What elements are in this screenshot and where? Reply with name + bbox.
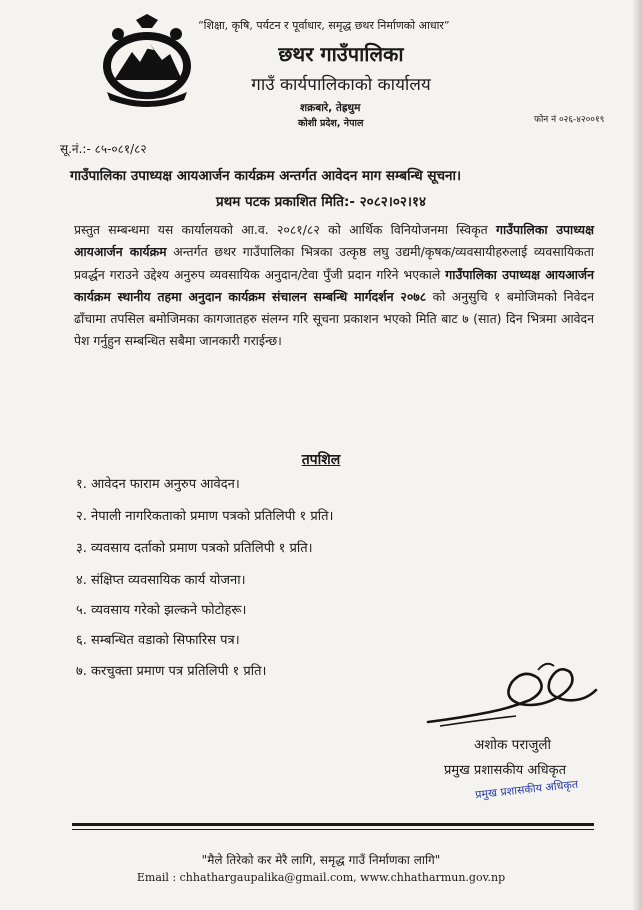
location-line-1: शक्रबारे, तेह्रथुम <box>300 102 361 114</box>
footer-contact: Email : chhathargaupalika@gmail.com, www.chhatharmun.gov.np <box>136 871 506 884</box>
signatory-name: अशोक पराजुली <box>474 737 552 753</box>
body-bold-1: गाउँपालिका उपाध्यक्ष आयआर्जन कार्यक्रम <box>74 222 594 260</box>
notice-body <box>74 219 594 353</box>
office-name: गाउँ कार्यपालिकाको कार्यालय <box>251 75 431 95</box>
footer-divider-thin <box>72 829 594 830</box>
scan-edge-shadow <box>632 0 642 910</box>
notice-subject: गाउँपालिका उपाध्यक्ष आयआर्जन कार्यक्रम अन्तर्गत आवेदन माग सम्बन्धि सूचना। <box>70 168 462 184</box>
letterhead-motto: “शिक्षा, कृषि, पर्यटन र पूर्वाधार, समृद्ध छथर निर्माणको आधार” <box>198 19 450 32</box>
list-item: २. नेपाली नागरिकताको प्रमाण पत्रको प्रतिलिपी १ प्रति। <box>76 509 334 524</box>
published-date: प्रथम पटक प्रकाशित मिति:- २०८२।०२।१४ <box>215 194 427 210</box>
body-text-2: अन्तर्गत छथर गाउँपालिका भित्रका उत्कृष्ठ लघु उद्यमी/कृषक/व्यवसायीहरुलाई व्यवसायिकता प्रवर्द्धन गराउने उद्देश्य अनुरुप व्यवसायिक अनुदान/टेवा पुँजी प्रदान गरिने भएकाले <box>74 244 594 282</box>
tapashil-heading: तपशिल <box>301 452 341 468</box>
signatory-designation: प्रमुख प्रशासकीय अधिकृत <box>444 763 567 778</box>
body-bold-2: गाउँपालिका उपाध्यक्ष आयआर्जन कार्यक्रम स्थानीय तहमा अनुदान कार्यक्रम संचालन सम्बन्धि मार्गदर्शन २०७८ <box>74 266 594 304</box>
body-text-3: को अनुसुचि १ बमोजिमको निवेदन ढाँचामा तपसिल बमोजिमका कागजातहरु संलग्न गरि सूचना प्रकाशन भएको मिति बाट ७ (सात) दिन भित्रमा आवेदन पेश गर्नुहुन सम्बन्धित सबैमा जानकारी गराईन्छ। <box>74 288 594 349</box>
list-item: १. आवेदन फाराम अनुरुप आवेदन। <box>76 477 240 492</box>
list-item: ३. व्यवसाय दर्ताको प्रमाण पत्रको प्रतिलिपी १ प्रति। <box>76 541 313 556</box>
list-item: ७. करचुक्ता प्रमाण पत्र प्रतिलिपी १ प्रति। <box>76 664 267 679</box>
reference-number: सू.नं.:- ८५-०८१/८२ <box>60 142 147 156</box>
list-item: ५. व्यवसाय गरेको झल्कने फोटोहरू। <box>76 603 247 618</box>
phone-number: फोन नं ०२६-४२००१९ <box>534 115 605 125</box>
list-item: ६. सम्बन्धित वडाको सिफारिस पत्र। <box>76 633 240 648</box>
signature-image <box>420 660 600 732</box>
official-stamp: प्रमुख प्रशासकीय अधिकृत <box>474 777 579 802</box>
organization-name: छथर गाउँपालिका <box>278 42 404 66</box>
footer-divider-thick <box>72 823 594 826</box>
footer-slogan: "मैले तिरेको कर मेरै लागि, समृद्ध गाउँ निर्माणका लागि" <box>201 853 441 867</box>
location-line-2: कोशी प्रदेश, नेपाल <box>298 118 364 129</box>
list-item: ४. संक्षिप्त व्यवसायिक कार्य योजना। <box>76 573 246 588</box>
body-text-1: प्रस्तुत सम्बन्धमा यस कार्यालयको आ.व. २०८१/८२ को आर्थिक विनियोजनमा स्विकृत <box>74 222 488 237</box>
